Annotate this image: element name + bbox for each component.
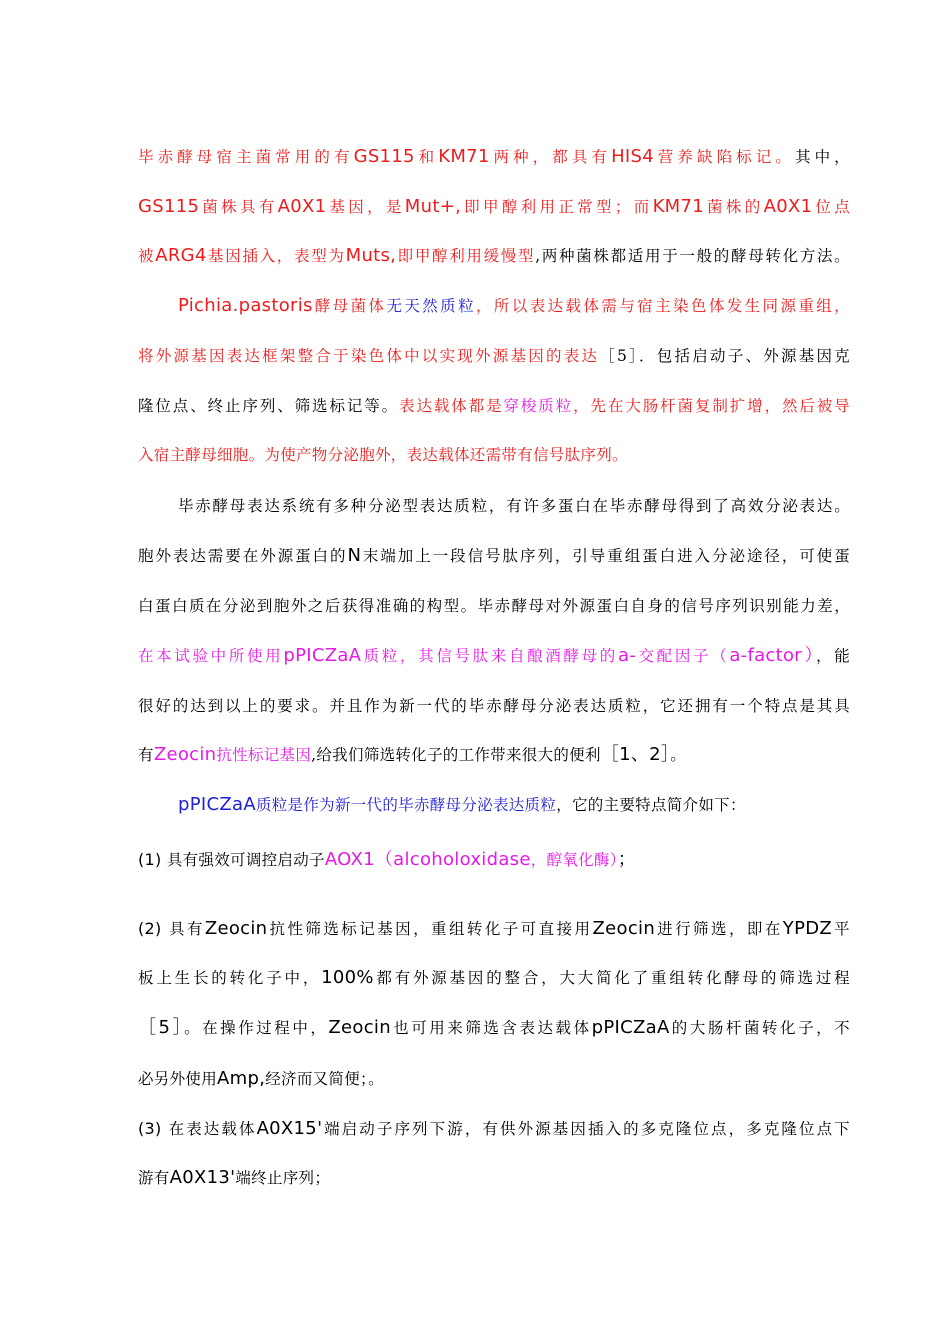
text-segment: 的大肠杆菌转化子，不 (669, 1019, 850, 1037)
paragraph-1-line-1 (138, 144, 850, 170)
text-segment: Pichia.pastoris (178, 295, 313, 316)
paragraph-2-line-3 (138, 393, 850, 419)
text-segment: 抗性标记基因 (216, 746, 312, 764)
text-segment: ； (617, 849, 637, 870)
text-segment: 酵母菌体 (312, 297, 387, 315)
text-segment: ARG4 (155, 245, 207, 266)
list-item-2-line-2 (138, 965, 850, 991)
text-segment: 表达载体都是 (399, 397, 504, 415)
text-segment: 在表达载体 (168, 1120, 257, 1138)
text-segment: pPICZaA (283, 645, 362, 666)
text-segment: 具有强效可调控启动子 (166, 851, 325, 869)
text-segment: A0X1 (763, 196, 813, 217)
text-segment: 其中， (794, 148, 850, 166)
text-segment: ，先在大肠杆菌复制扩增，然后被导 (573, 397, 850, 415)
paragraph-1-line-2 (138, 194, 850, 220)
text-segment: Zeocin (153, 744, 217, 765)
text-segment: 即甲醇利用缓慢型 (396, 247, 536, 265)
paragraph-3-line-4 (138, 643, 850, 669)
text-segment: 进行筛选，即在 (655, 920, 783, 938)
text-segment: 白蛋白质在分泌到胞外之后获得准确的构型。毕赤酵母对外源蛋白自身的信号序列识别能力差， (138, 597, 850, 615)
text-segment: Amp, (217, 1068, 266, 1089)
text-segment: a- (617, 645, 637, 666)
text-segment: GS115 (138, 196, 200, 217)
text-segment: HIS4 (611, 146, 654, 167)
list-item-1 (138, 847, 850, 873)
text-segment: 端终止序列； (235, 1169, 331, 1187)
list-number: (2) (138, 919, 162, 938)
text-segment: ，能 (816, 647, 850, 665)
text-segment: a-factor） (729, 645, 817, 666)
text-segment: 有 (138, 746, 154, 764)
text-segment: 100% (321, 967, 374, 988)
text-segment: 质粒，其信号肽来自酿酒酵母的 (361, 647, 618, 665)
text-segment: ，它的主要特点简介如下： (556, 796, 746, 814)
paragraph-2-line-4 (138, 442, 850, 468)
text-segment: 入宿主酵母细胞。为使产物分泌胞外，表达载体还需带有信号肽序列。 (138, 446, 628, 464)
text-segment: Muts, (345, 245, 397, 266)
paragraph-3-line-5 (138, 693, 850, 719)
list-item-3-line-1 (138, 1116, 850, 1142)
paragraph-2-line-1 (178, 293, 850, 319)
paragraph-1-line-3 (138, 243, 850, 269)
text-segment: 位点 (812, 198, 851, 216)
text-segment: 末端加上一段信号肽序列，引导重组蛋白进入分泌途径，可使蛋 (361, 547, 850, 565)
text-segment: ，所以表达载体需与宿主染色体发生同源重组， (476, 297, 850, 315)
text-segment: 板上生长的转化子中， (138, 969, 322, 987)
text-segment: YPDZ (782, 918, 833, 939)
paragraph-3-line-6 (138, 742, 850, 768)
text-segment: 毕赤酵母表达系统有多种分泌型表达质粒，有许多蛋白在毕赤酵母得到了高效分泌表达。 (178, 497, 850, 515)
text-segment: 也可用来筛选含表达载体 (390, 1019, 592, 1037)
text-segment: Zeocin (328, 1017, 391, 1038)
text-segment: Zeocin (592, 918, 656, 939)
text-segment: 穿梭质粒 (503, 397, 574, 415)
text-segment: KM71 (438, 146, 490, 167)
paragraph-3-line-1 (178, 493, 850, 519)
text-segment: Zeocin (204, 918, 268, 939)
text-segment: 胞外表达需要在外源蛋白的 (138, 547, 348, 565)
text-segment: 必另外使用 (138, 1070, 218, 1088)
text-segment: A0X1 (277, 196, 327, 217)
text-segment: 很好的达到以上的要求。并且作为新一代的毕赤酵母分泌表达质粒，它还拥有一个特点是其具 (138, 697, 850, 715)
text-segment: 抗性筛选标记基因，重组转化子可直接用 (267, 920, 593, 938)
text-segment: 端启动子序列下游，有供外源基因插入的多克隆位点，多克隆位点下 (322, 1120, 850, 1138)
text-segment: N (347, 545, 362, 566)
paragraph-4-line-1 (178, 792, 850, 818)
text-segment: 营养缺陷标记。 (653, 148, 795, 166)
text-segment: 两种，都具有 (489, 148, 612, 166)
text-segment: 具有 (168, 920, 205, 938)
text-segment: ［1、2］ (600, 744, 671, 765)
text-segment: pPICZaA (591, 1017, 670, 1038)
text-segment: GS115 (353, 146, 415, 167)
text-segment: 菌株具有 (199, 198, 278, 216)
text-segment: 即甲醇利用正常型； (461, 198, 631, 216)
list-item-2-line-4 (138, 1066, 850, 1092)
text-segment: 而 (630, 198, 653, 216)
text-segment: 将外源基因表达框架整合于染色体中以实现外源基因的表达 (138, 347, 600, 365)
text-segment: 都有外源基因的整合，大大简化了重组转化酵母的筛选过程 (373, 969, 850, 987)
text-segment: 被 (138, 247, 156, 265)
list-item-3-line-2 (138, 1165, 850, 1191)
text-segment: A0X15' (256, 1118, 323, 1139)
text-segment: 隆位点、终止序列、筛选标记等。 (138, 397, 400, 415)
text-segment: （alcoholoxidase (374, 849, 531, 870)
text-segment: ［5］ (138, 1017, 185, 1038)
paragraph-3-line-2 (138, 543, 850, 569)
text-segment: 基因，是 (326, 198, 405, 216)
list-number: (1) (138, 850, 162, 869)
text-segment: A0X13' (169, 1167, 236, 1188)
text-segment: AOX1 (324, 849, 375, 870)
text-segment: 交配因子（ (636, 647, 730, 665)
text-segment: 平 (832, 920, 850, 938)
text-segment: KM71 (652, 196, 705, 217)
paragraph-3-line-3 (138, 593, 850, 619)
text-segment: ，醇氧化酶） (530, 851, 618, 869)
list-number: (3) (138, 1119, 162, 1138)
text-segment: 和 (414, 148, 439, 166)
text-segment: Mut+, (404, 196, 462, 217)
text-segment: 。 (670, 746, 687, 764)
list-item-2-line-1 (138, 916, 850, 942)
text-segment: ,两种菌株都适用于一般的酵母转化方法。 (535, 247, 850, 265)
text-segment: 在本试验中所使用 (138, 647, 284, 665)
text-segment: 经济而又简便；。 (265, 1070, 384, 1088)
text-segment: 游有 (138, 1169, 170, 1187)
text-segment: 。在操作过程中， (184, 1019, 329, 1037)
paragraph-2-line-2 (138, 343, 850, 369)
text-segment: pPICZaA (178, 794, 256, 815)
text-segment: ,给我们筛选转化子的工作带来很大的便利 (311, 746, 601, 764)
text-segment: 菌株的 (704, 198, 764, 216)
text-segment: 基因插入，表型为 (206, 247, 346, 265)
list-item-2-line-3 (138, 1015, 850, 1041)
text-segment: 毕赤酵母宿主菌常用的有 (138, 148, 354, 166)
text-segment: ［5］．包括启动子、外源基因克 (599, 347, 850, 365)
text-segment: 质粒是作为新一代的毕赤酵母分泌表达质粒 (255, 796, 557, 814)
text-segment: 无天然质粒 (386, 297, 476, 315)
